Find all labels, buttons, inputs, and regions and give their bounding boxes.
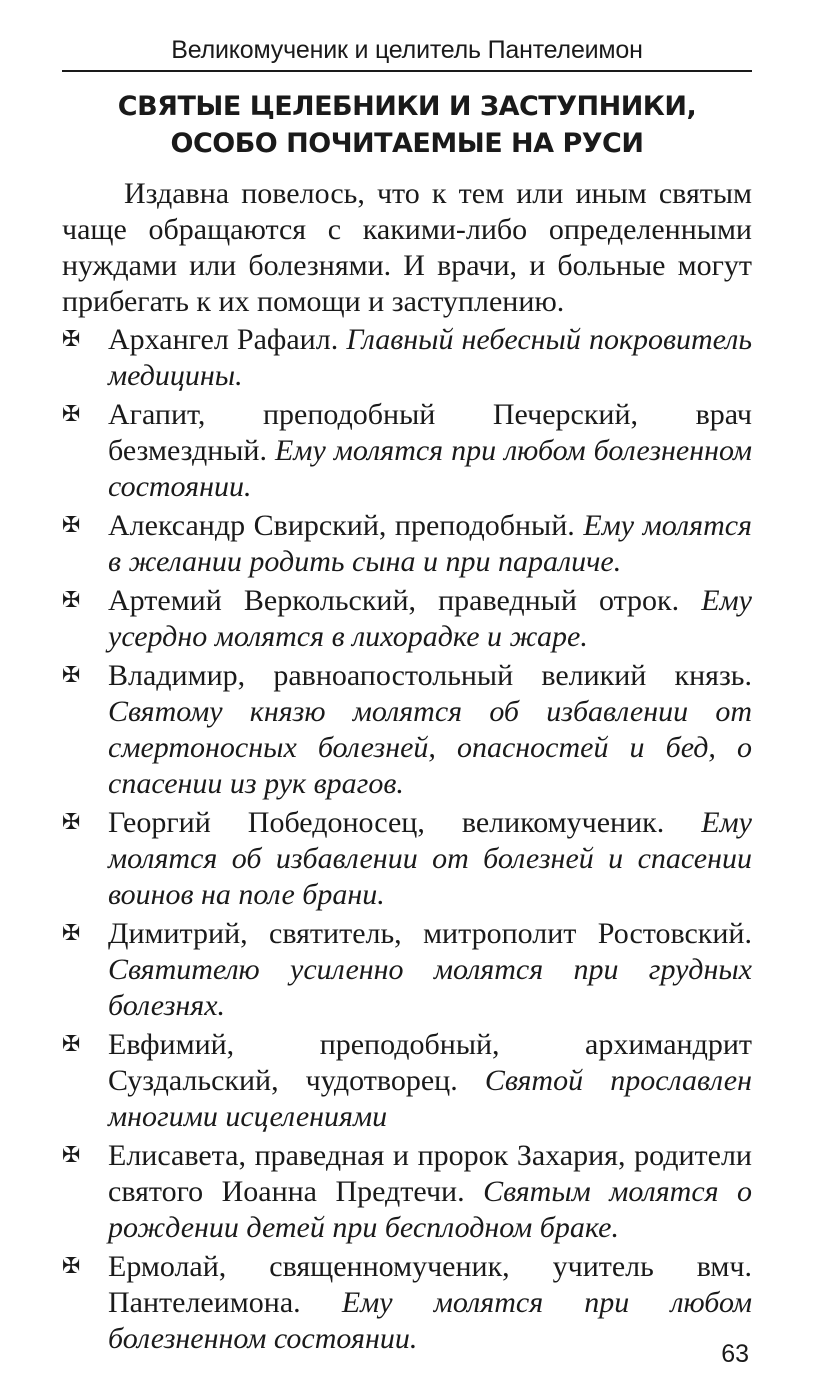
cross-bullet-icon: ✠ xyxy=(62,663,81,688)
saint-name: Владимир, равноапостольный великий князь. xyxy=(108,659,752,692)
section-title-line-2: ОСОБО ПОЧИТАЕМЫЕ НА РУСИ xyxy=(170,128,644,159)
saint-name: Артемий Веркольский, праведный отрок. xyxy=(108,584,680,617)
section-title-line-1: СВЯТЫЕ ЦЕЛЕБНИКИ И ЗАСТУПНИКИ, xyxy=(117,91,697,122)
cross-bullet-icon: ✠ xyxy=(62,513,81,538)
saint-note: Святителю усиленно молятся при грудных болезнях. xyxy=(108,953,752,1022)
saints-list xyxy=(62,322,752,1357)
cross-bullet-icon: ✠ xyxy=(62,921,81,946)
saint-note: Ему молятся при любом болезненном состоянии. xyxy=(108,434,752,503)
saint-name: Архангел Рафаил. xyxy=(108,323,339,356)
cross-bullet-icon: ✠ xyxy=(62,402,81,427)
list-item xyxy=(62,1249,752,1357)
saint-note: Святой прославлен многими исцелениями xyxy=(108,1064,753,1133)
list-item xyxy=(62,658,752,802)
saint-name: Евфимий, преподобный, архимандрит Суздальский, чудотворец. xyxy=(108,1028,752,1097)
intro-paragraph: Издавна повелось, что к тем или иным святым чаще обращаются с какими-либо определенными нуждами или болезнями. И врачи, и больные могут прибегать к их помощи и заступлению. xyxy=(62,177,752,318)
cross-bullet-icon: ✠ xyxy=(62,588,81,613)
saint-note: Святому князю молятся об избавлении от смертоносных болезней, опасностей и бед, о спасении из рук врагов. xyxy=(108,695,752,800)
list-item xyxy=(62,583,752,655)
cross-bullet-icon: ✠ xyxy=(62,1032,81,1057)
saint-note: Ему молятся при любом болезненном состоянии. xyxy=(108,1286,753,1355)
cross-bullet-icon: ✠ xyxy=(62,1143,81,1168)
saint-note: Святым молятся о рождении детей при бесплодном браке. xyxy=(108,1175,753,1244)
list-item xyxy=(62,397,752,505)
book-page xyxy=(62,30,752,1360)
cross-bullet-icon: ✠ xyxy=(62,810,81,835)
saint-name: Димитрий, святитель, митрополит Ростовский. xyxy=(108,917,752,950)
page-number: 63 xyxy=(721,1340,749,1368)
section-title xyxy=(62,88,752,162)
list-item xyxy=(62,508,752,580)
saint-note: Ему молятся в желании родить сына и при параличе. xyxy=(108,509,752,578)
saint-note: Ему молятся об избавлении от болезней и спасении воинов на поле брани. xyxy=(108,806,752,911)
saint-name: Елисавета, праведная и пророк Захария, родители святого Иоанна Предтечи. xyxy=(108,1139,752,1208)
running-header: Великомученик и целитель Пантелеимон xyxy=(62,30,752,72)
saint-note: Ему усердно молятся в лихорадке и жаре. xyxy=(108,584,752,653)
cross-bullet-icon: ✠ xyxy=(62,327,81,352)
list-item xyxy=(62,322,752,394)
saint-note: Главный небесный покровитель медицины. xyxy=(108,323,752,392)
list-item xyxy=(62,1027,752,1135)
list-item xyxy=(62,916,752,1024)
cross-bullet-icon: ✠ xyxy=(62,1254,81,1279)
list-item xyxy=(62,1138,752,1246)
list-item xyxy=(62,805,752,913)
saint-name: Георгий Победоносец, великомученик. xyxy=(108,806,665,839)
saint-name: Александр Свирский, преподобный. xyxy=(108,509,575,542)
saint-name: Агапит, преподобный Печерский, врач безмездный. xyxy=(108,398,752,467)
saint-name: Ермолай, священномученик, учитель вмч. Пантелеимона. xyxy=(108,1250,752,1319)
